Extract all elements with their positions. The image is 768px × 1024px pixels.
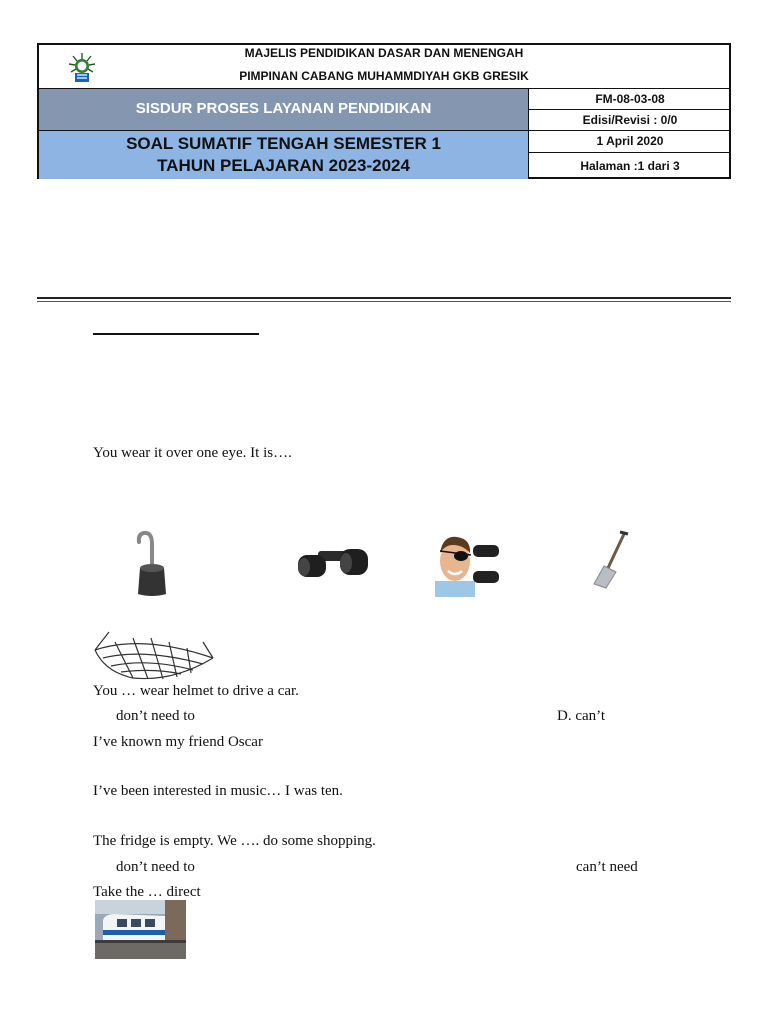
monorail-train-photo [95, 900, 186, 959]
hammock-icon [93, 628, 215, 682]
section-underline [93, 333, 259, 335]
page-number: Halaman :1 dari 3 [580, 159, 680, 173]
binoculars-icon [296, 543, 370, 585]
exam-title-line-1: SOAL SUMATIF TENGAH SEMESTER 1 [126, 134, 441, 153]
option-a-fridge: don’t need to [116, 859, 195, 875]
eyepatch-man-icon [435, 533, 501, 597]
form-code: FM-08-03-08 [529, 89, 731, 110]
question-music: I’ve been interested in music… I was ten. [93, 783, 343, 799]
divider-rule-thin [37, 301, 731, 302]
header-line-2: PIMPINAN CABANG MUHAMMDIYAH GKB GRESIK [239, 69, 529, 83]
issue-date: 1 April 2020 [529, 131, 731, 153]
question-helmet: You … wear helmet to drive a car. [93, 683, 299, 699]
shovel-icon [590, 530, 640, 590]
question-fridge: The fridge is empty. We …. do some shopping. [93, 833, 376, 849]
question-oscar: I’ve known my friend Oscar [93, 734, 263, 750]
exam-title [39, 131, 529, 179]
document-header [37, 43, 731, 179]
header-top-row [39, 45, 729, 89]
divider-rule [37, 297, 731, 299]
pirate-hook-icon [134, 528, 170, 598]
option-d-fridge: can’t need [576, 859, 638, 875]
question-take: Take the … direct [93, 884, 201, 900]
option-a-helmet: don’t need to [116, 708, 195, 724]
sisdur-title: SISDUR PROSES LAYANAN PENDIDIKAN [39, 89, 529, 131]
exam-title-line-2: TAHUN PELAJARAN 2023-2024 [157, 156, 410, 175]
edition: Edisi/Revisi : 0/0 [529, 110, 731, 131]
question-eye: You wear it over one eye. It is…. [93, 445, 292, 461]
header-line-1: MAJELIS PENDIDIKAN DASAR DAN MENENGAH [244, 46, 524, 60]
option-d-helmet: D. can’t [557, 708, 606, 724]
